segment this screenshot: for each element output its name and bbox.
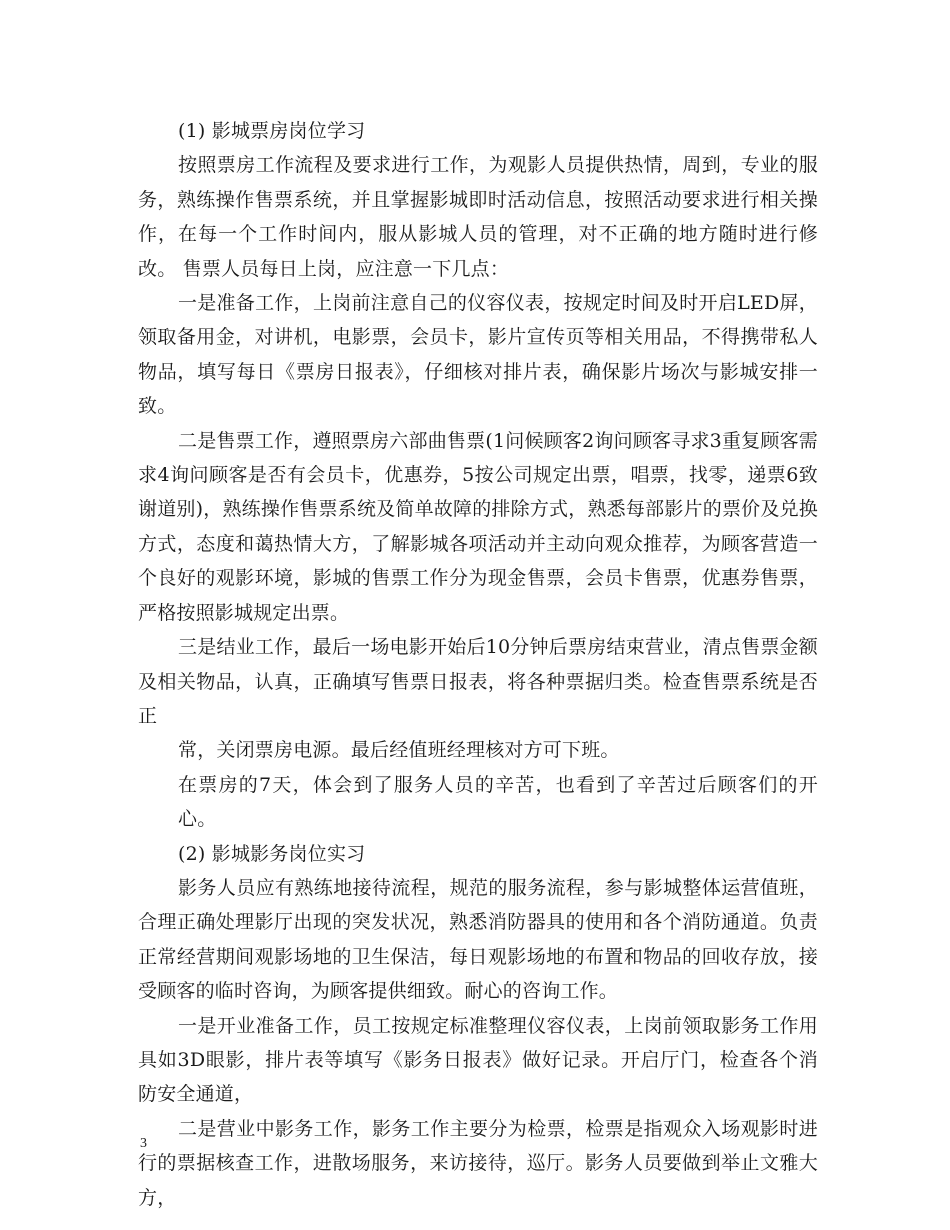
paragraph-closing-work: 三是结业工作，最后一场电影开始后10分钟后票房结束营业，清点售票金额及相关物品，认真，正确填写售票日报表，将各种票据归类。检查售票系统是否正 xyxy=(138,636,818,727)
page-number: 3 xyxy=(140,1136,147,1151)
paragraph-ticket-selling: 二是售票工作，遵照票房六部曲售票(1问候顾客2询问顾客寻求3重复顾客需求4询问顾客是否有会员卡，优惠券，5按公司规定出票，唱票，找零，递票6致谢道别)，熟练操作售票系统及简单故障的排除方式，熟悉每部影片的票价及兑换方式，态度和蔼热情大方，了解影城各项活动并主动向观众推荐，为顾客营造一个良好的观影环境，影城的售票工作分为现金售票，会员卡售票，优惠券售票，严格按照影城规定出票。 xyxy=(138,429,818,624)
section-heading-theater-affairs: (2) 影城影务岗位实习 xyxy=(178,842,366,865)
section-heading-ticket-office: (1) 影城票房岗位学习 xyxy=(178,120,366,142)
paragraph-seven-days-reflection: 在票房的7天，体会到了服务人员的辛苦，也看到了辛苦过后顾客们的开心。 xyxy=(178,773,818,831)
document-body xyxy=(138,114,818,1215)
paragraph-opening-preparation: 一是开业准备工作，员工按规定标准整理仪容仪表，上岗前领取影务工作用具如3D眼影，排片表等填写《影务日报表》做好记录。开启厅门，检查各个消防安全通道， xyxy=(138,1014,818,1106)
paragraph-closing-work-continued: 常，关闭票房电源。最后经值班经理核对方可下班。 xyxy=(178,739,620,762)
paragraph-in-business-work: 二是营业中影务工作，影务工作主要分为检票，检票是指观众入场观影时进行的票据核查工作，进散场服务，来访接待，巡厅。影务人员要做到举止文雅大方， xyxy=(138,1117,818,1209)
paragraph-ticket-office-intro: 按照票房工作流程及要求进行工作，为观影人员提供热情，周到，专业的服务，熟练操作售票系统，并且掌握影城即时活动信息，按照活动要求进行相关操作，在每一个工作时间内，服从影城人员的管理，对不正确的地方随时进行修改。 售票人员每日上岗，应注意一下几点： xyxy=(138,154,818,280)
paragraph-theater-affairs-intro: 影务人员应有熟练地接待流程，规范的服务流程，参与影城整体运营值班，合理正确处理影厅出现的突发状况，熟悉消防器具的使用和各个消防通道。负责正常经营期间观影场地的卫生保洁，每日观影场地的布置和物品的回收存放，接受顾客的临时咨询，为顾客提供细致。耐心的咨询工作。 xyxy=(138,876,818,1003)
paragraph-preparation-work: 一是准备工作，上岗前注意自己的仪容仪表，按规定时间及时开启LED屏，领取备用金，对讲机，电影票，会员卡，影片宣传页等相关用品，不得携带私人物品，填写每日《票房日报表》，仔细核对排片表，确保影片场次与影城安排一致。 xyxy=(138,292,818,418)
